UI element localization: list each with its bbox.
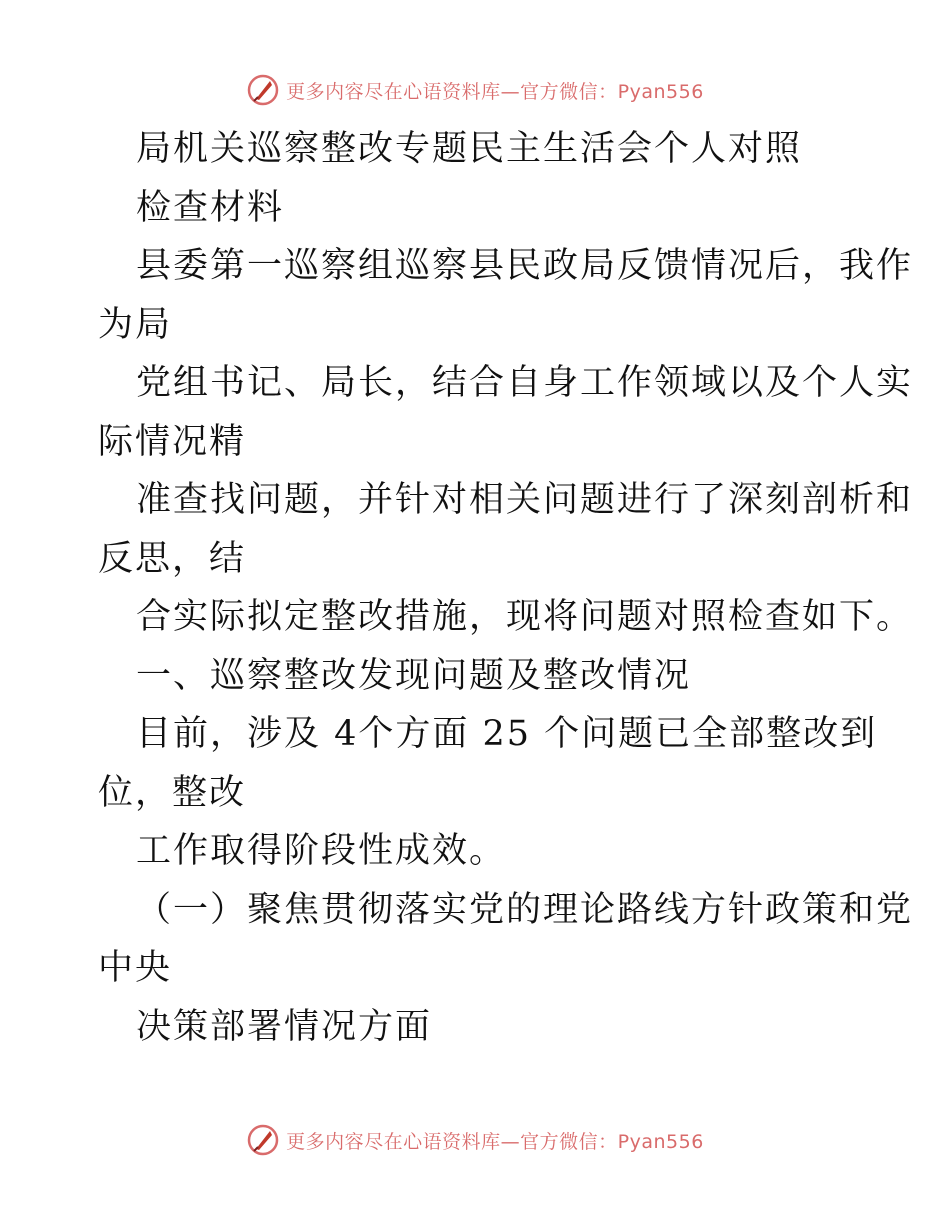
text-line: 反思，结	[98, 538, 247, 579]
header-watermark-banner	[0, 70, 950, 110]
text-line: 为局	[98, 304, 173, 345]
text-line: 局机关巡察整改专题民主生活会个人对照	[136, 129, 803, 169]
text-line: 准查找问题，并针对相关问题进行了深刻剖析和	[136, 480, 914, 520]
document-body	[98, 120, 914, 1056]
header-banner-text: 更多内容尽在心语资料库—官方微信：Pyan556	[286, 80, 704, 103]
text-line: （一）聚焦贯彻落实党的理论路线方针政策和党	[136, 889, 914, 930]
text-line: 一、巡察整改发现问题及整改情况	[136, 655, 692, 696]
text-line: 检查材料	[136, 187, 285, 228]
text-line: 工作取得阶段性成效。	[136, 831, 507, 871]
text-line: 际情况精	[98, 421, 247, 462]
text-line: 决策部署情况方面	[136, 1006, 433, 1047]
footer-banner-text: 更多内容尽在心语资料库—官方微信：Pyan556	[286, 1130, 704, 1153]
text-line: 县委第一巡察组巡察县民政局反馈情况后，我作	[136, 246, 914, 286]
text-line: 目前，涉及 4个方面 25 个问题已全部整改到	[136, 714, 878, 754]
footer-watermark-banner	[0, 1120, 950, 1160]
quill-logo-icon	[246, 73, 280, 107]
quill-logo-icon	[246, 1123, 280, 1157]
text-line: 位，整改	[98, 772, 247, 813]
text-line: 党组书记、局长，结合自身工作领域以及个人实	[136, 363, 914, 403]
text-line: 合实际拟定整改措施，现将问题对照检查如下。	[136, 597, 914, 637]
text-line: 中央	[98, 948, 173, 988]
